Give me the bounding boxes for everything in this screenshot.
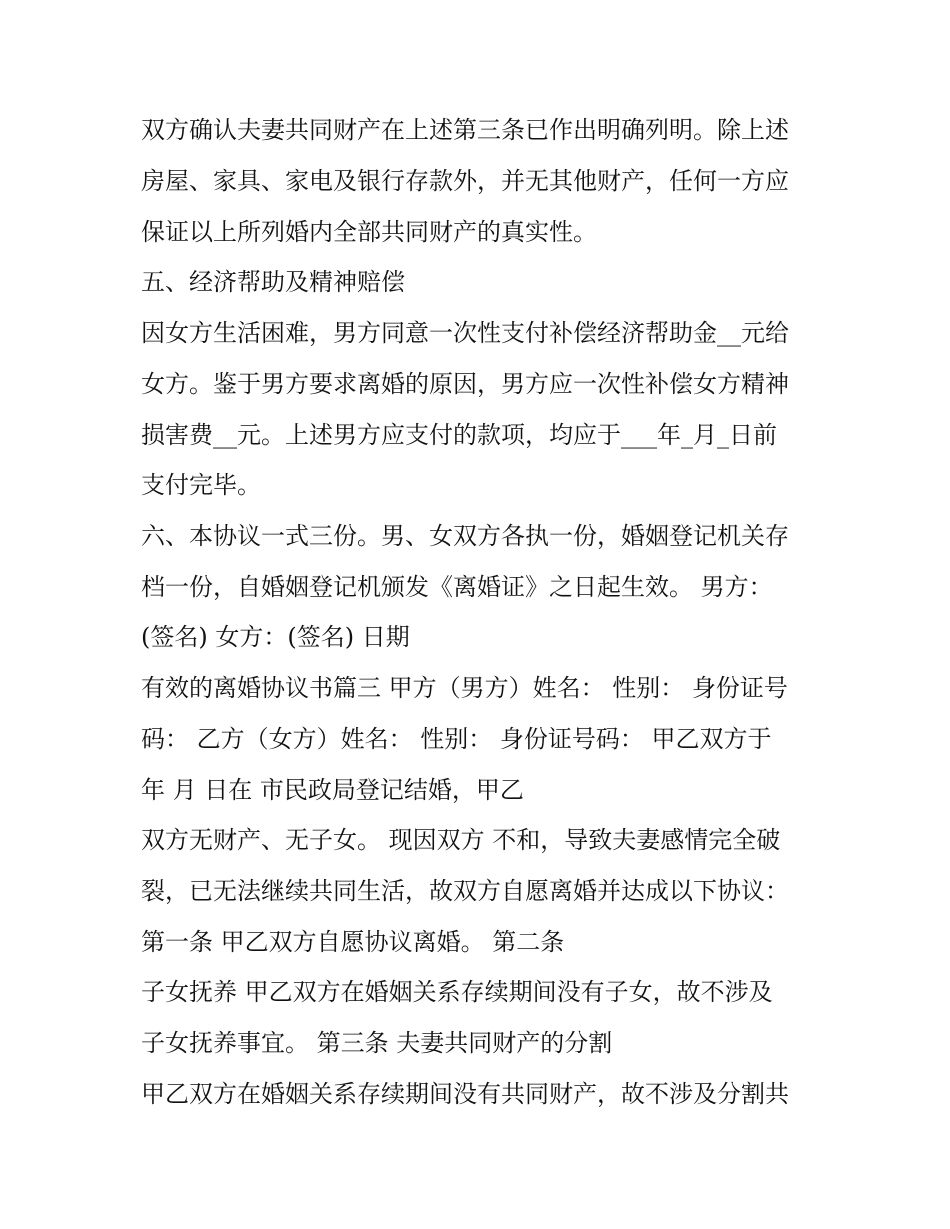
text-line: 有效的离婚协议书篇三 甲方（男方）姓名： 性别： 身份证号 <box>141 674 788 702</box>
signature-line: (签名) 女方：(签名) 日期 <box>141 623 410 651</box>
text-line: 六、本协议一式三份。男、女双方各执一份，婚姻登记机关存 <box>141 522 789 550</box>
text-line: 房屋、家具、家电及银行存款外，并无其他财产，任何一方应 <box>141 167 789 195</box>
text-line: 双方无财产、无子女。 现因双方 不和，导致夫妻感情完全破 <box>141 826 781 854</box>
text-line: 女方。鉴于男方要求离婚的原因，男方应一次性补偿女方精神 <box>141 370 789 398</box>
text-line: 损害费__元。上述男方应支付的款项，均应于___年_月_日前 <box>141 421 777 449</box>
text-line: 档一份，自婚姻登记机颁发《离婚证》之日起生效。 男方： <box>141 573 773 601</box>
text-line: 保证以上所列婚内全部共同财产的真实性。 <box>141 218 597 246</box>
text-line: 裂，已无法继续共同生活，故双方自愿离婚并达成以下协议： <box>141 877 789 905</box>
section-heading: 五、经济帮助及精神赔偿 <box>141 268 405 296</box>
text-line: 子女抚养 甲乙双方在婚姻关系存续期间没有子女，故不涉及 <box>141 978 773 1006</box>
text-line: 双方确认夫妻共同财产在上述第三条已作出明确列明。除上述 <box>141 116 789 144</box>
text-line: 支付完毕。 <box>141 471 261 499</box>
text-line: 第一条 甲乙双方自愿协议离婚。 第二条 <box>141 928 565 956</box>
text-line: 码： 乙方（女方）姓名： 性别： 身份证号码： 甲乙双方于 <box>141 725 772 753</box>
text-line: 甲乙双方在婚姻关系存续期间没有共同财产，故不涉及分割共 <box>141 1080 789 1108</box>
text-line: 因女方生活困难，男方同意一次性支付补偿经济帮助金__元给 <box>141 319 789 347</box>
text-line: 子女抚养事宜。 第三条 夫妻共同财产的分割 <box>141 1029 613 1057</box>
text-line: 年 月 日在 市民政局登记结婚，甲乙 <box>141 776 524 804</box>
